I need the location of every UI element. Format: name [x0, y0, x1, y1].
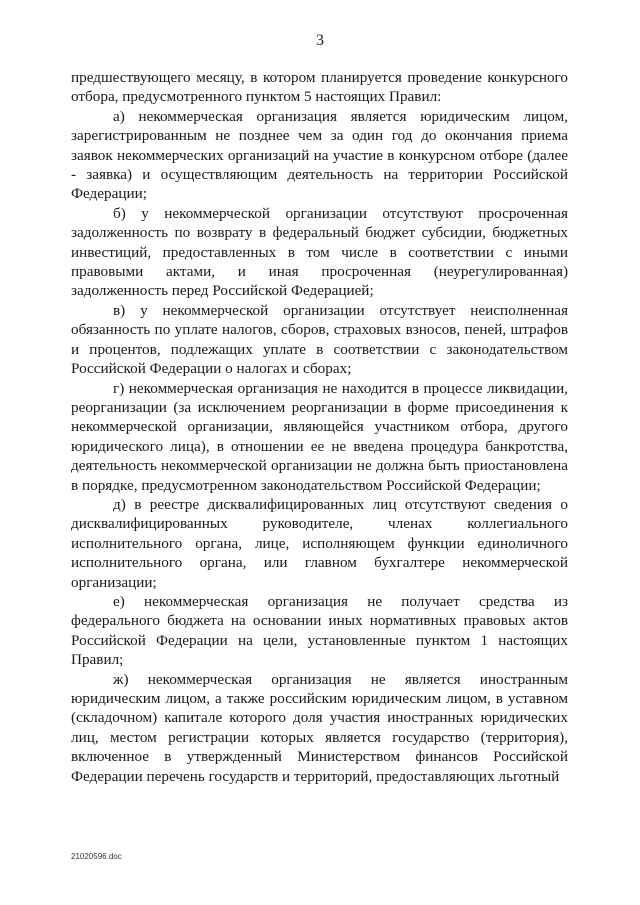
paragraph-item-e: е) некоммерческая организация не получает средства из федерального бюджета на основании иных нормативных правовых актов Российской Федерации на цели, установленные пунктом 1 настоящих Правил; [71, 592, 568, 669]
footer-filename: 21020596.doc [71, 852, 122, 861]
paragraph-item-a: а) некоммерческая организация является юридическим лицом, зарегистрированным не позднее чем за один год до окончания приема заявок некоммерческих организаций на участие в конкурсном отборе (далее - заявка) и осуществляющим деятельность на территории Российской Федерации; [71, 107, 568, 203]
paragraph-item-d: д) в реестре дисквалифицированных лиц отсутствуют сведения о дисквалифицированных руководителе, членах коллегиального исполнительного органа, лице, исполняющем функции единоличного исполнительного органа, или главном бухгалтере некоммерческой организации; [71, 495, 568, 591]
paragraph-item-b: б) у некоммерческой организации отсутствуют просроченная задолженность по возврату в федеральный бюджет субсидии, бюджетных инвестиций, предоставленных в том числе в соответствии с иными правовыми актами, и иная просроченная (неурегулированная) задолженность перед Российской Федерацией; [71, 204, 568, 300]
document-body [71, 68, 568, 786]
paragraph-intro: предшествующего месяцу, в котором планируется проведение конкурсного отбора, предусмотренного пунктом 5 настоящих Правил: [71, 69, 568, 106]
paragraph-item-g: г) некоммерческая организация не находится в процессе ликвидации, реорганизации (за исключением реорганизации в форме присоединения к некоммерческой организации, являющейся участником отбора, другого юридического лица), в отношении ее не введена процедура банкротства, деятельность некоммерческой организации не должна быть приостановлена в порядке, предусмотренном законодательством Российской Федерации; [71, 379, 568, 494]
page-number: 3 [316, 32, 324, 49]
paragraph-item-zh: ж) некоммерческая организация не является иностранным юридическим лицом, а также российским юридическим лицом, в уставном (складочном) капитале которого доля участия иностранных юридических лиц, местом регистрации которых является государство (территория), включенное в утвержденный Министерством финансов Российской Федерации перечень государств и территорий, предоставляющих льготный [71, 670, 568, 785]
paragraph-item-v: в) у некоммерческой организации отсутствует неисполненная обязанность по уплате налогов, сборов, страховых взносов, пеней, штрафов и процентов, подлежащих уплате в соответствии с законодательством Российской Федерации о налогах и сборах; [71, 301, 568, 378]
